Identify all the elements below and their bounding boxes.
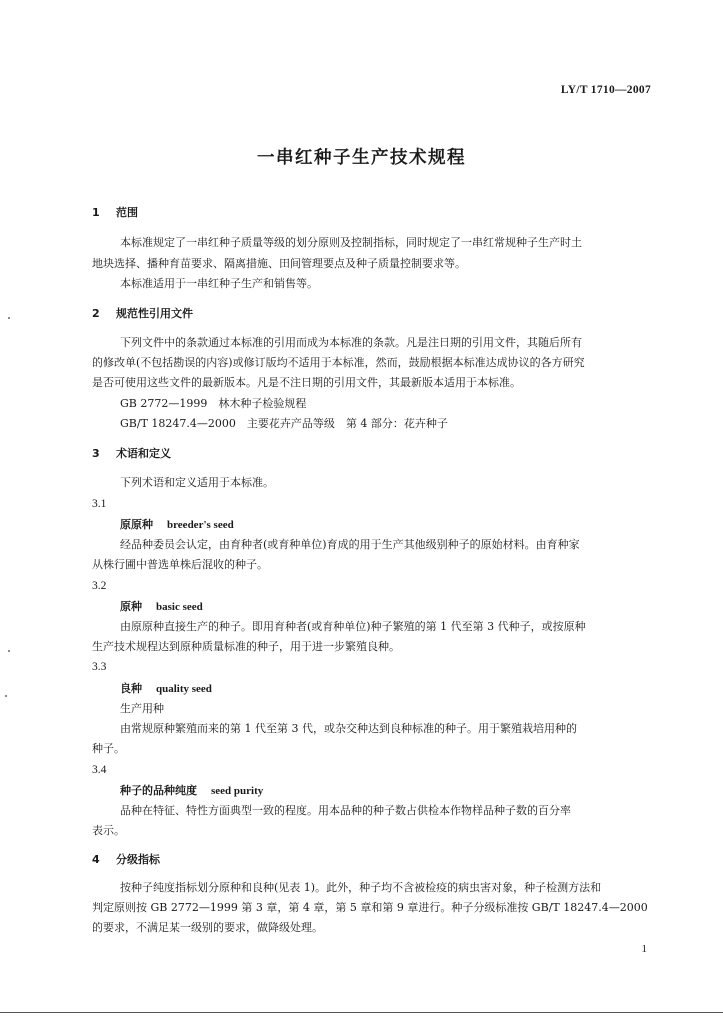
paragraph-line: 经品种委员会认定，由育种者(或育种单位)育成的用于生产其他级别种子的原始材料。由育种家 — [120, 538, 580, 551]
section-number: 2 — [92, 307, 100, 320]
scan-speck — [5, 695, 7, 697]
paragraph-line: 本标准适用于一串红种子生产和销售等。 — [120, 277, 318, 290]
subclause-number: 3.4 — [92, 764, 107, 776]
paragraph-line: 是否可使用这些文件的最新版本。凡是不注日期的引用文件，其最新版本适用于本标准。 — [92, 376, 521, 389]
paragraph-line: 生产技术规程达到原种质量标准的种子，用于进一步繁殖良种。 — [92, 640, 400, 653]
subclause-number: 3.3 — [92, 661, 107, 673]
section-4-heading — [92, 852, 655, 868]
paragraph-line: 种子。 — [92, 742, 125, 755]
term-english: breeder's seed — [167, 519, 234, 531]
term-english: basic seed — [156, 601, 203, 613]
term-english: quality seed — [156, 683, 212, 695]
paragraph-line: 的要求，不满足某一级别的要求，做降级处理。 — [92, 921, 323, 934]
standard-code: LY/T 1710—2007 — [560, 84, 651, 96]
term-entry — [120, 783, 655, 799]
section-2-heading — [92, 306, 655, 322]
paragraph-line: 由原原种直接生产的种子。即用育种者(或育种单位)种子繁殖的第 1 代至第 3 代种子，或按原种 — [120, 620, 586, 633]
term-english: seed purity — [211, 785, 264, 797]
paragraph-line: 地块选择、播种育苗要求、隔离措施、田间管理要点及种子质量控制要求等。 — [92, 257, 466, 270]
paragraph-line: 下列文件中的条款通过本标准的引用而成为本标准的条款。凡是注日期的引用文件，其随后所有 — [120, 336, 582, 349]
term-chinese: 原种 — [120, 600, 142, 613]
paragraph-line: 判定原则按 GB 2772—1999 第 3 章，第 4 章，第 5 章和第 9 章进行。种子分级标准按 GB/T 18247.4—2000 — [92, 901, 648, 914]
paragraph-line: 从株行圃中普选单株后混收的种子。 — [92, 558, 268, 571]
scan-speck — [8, 650, 10, 652]
paragraph-line: 下列术语和定义适用于本标准。 — [120, 476, 274, 489]
page-number: 1 — [641, 943, 647, 955]
section-number: 1 — [92, 206, 100, 219]
section-title: 范围 — [116, 206, 138, 219]
term-entry — [120, 599, 655, 615]
reference-item: GB 2772—1999 林木种子检验规程 — [120, 397, 307, 410]
paragraph-line: 表示。 — [92, 824, 125, 837]
term-chinese: 良种 — [120, 682, 142, 695]
section-title: 规范性引用文件 — [116, 307, 193, 320]
subclause-number: 3.1 — [92, 498, 107, 510]
subclause-number: 3.2 — [92, 580, 107, 592]
section-3-heading — [92, 446, 655, 462]
reference-item: GB/T 18247.4—2000 主要花卉产品等级 第 4 部分：花卉种子 — [120, 417, 448, 430]
scan-speck — [8, 317, 10, 319]
term-alias: 生产用种 — [120, 702, 164, 715]
section-1-heading — [92, 205, 655, 221]
term-entry — [120, 517, 655, 533]
section-title: 术语和定义 — [116, 447, 171, 460]
paragraph-line: 由常规原种繁殖而来的第 1 代至第 3 代，或杂交种达到良种标准的种子。用于繁殖栽培用种的 — [120, 722, 577, 735]
document-title: 一串红种子生产技术规程 — [257, 148, 466, 168]
term-entry — [120, 681, 655, 697]
term-chinese: 原原种 — [120, 518, 153, 531]
paragraph-line: 本标准规定了一串红种子质量等级的划分原则及控制指标，同时规定了一串红常规种子生产时土 — [120, 236, 582, 249]
paragraph-line: 品种在特征、特性方面典型一致的程度。用本品种的种子数占供检本作物样品种子数的百分率 — [120, 804, 571, 817]
section-number: 3 — [92, 447, 100, 460]
paragraph-line: 按种子纯度指标划分原种和良种(见表 1)。此外，种子均不含被检疫的病虫害对象，种子检测方法和 — [120, 881, 602, 894]
section-title: 分级指标 — [116, 853, 160, 866]
paragraph-line: 的修改单(不包括勘误的内容)或修订版均不适用于本标准，然而，鼓励根据本标准达成协议的各方研究 — [92, 356, 585, 369]
scan-edge-line — [0, 1012, 723, 1013]
term-chinese: 种子的品种纯度 — [120, 784, 197, 797]
section-number: 4 — [92, 853, 100, 866]
